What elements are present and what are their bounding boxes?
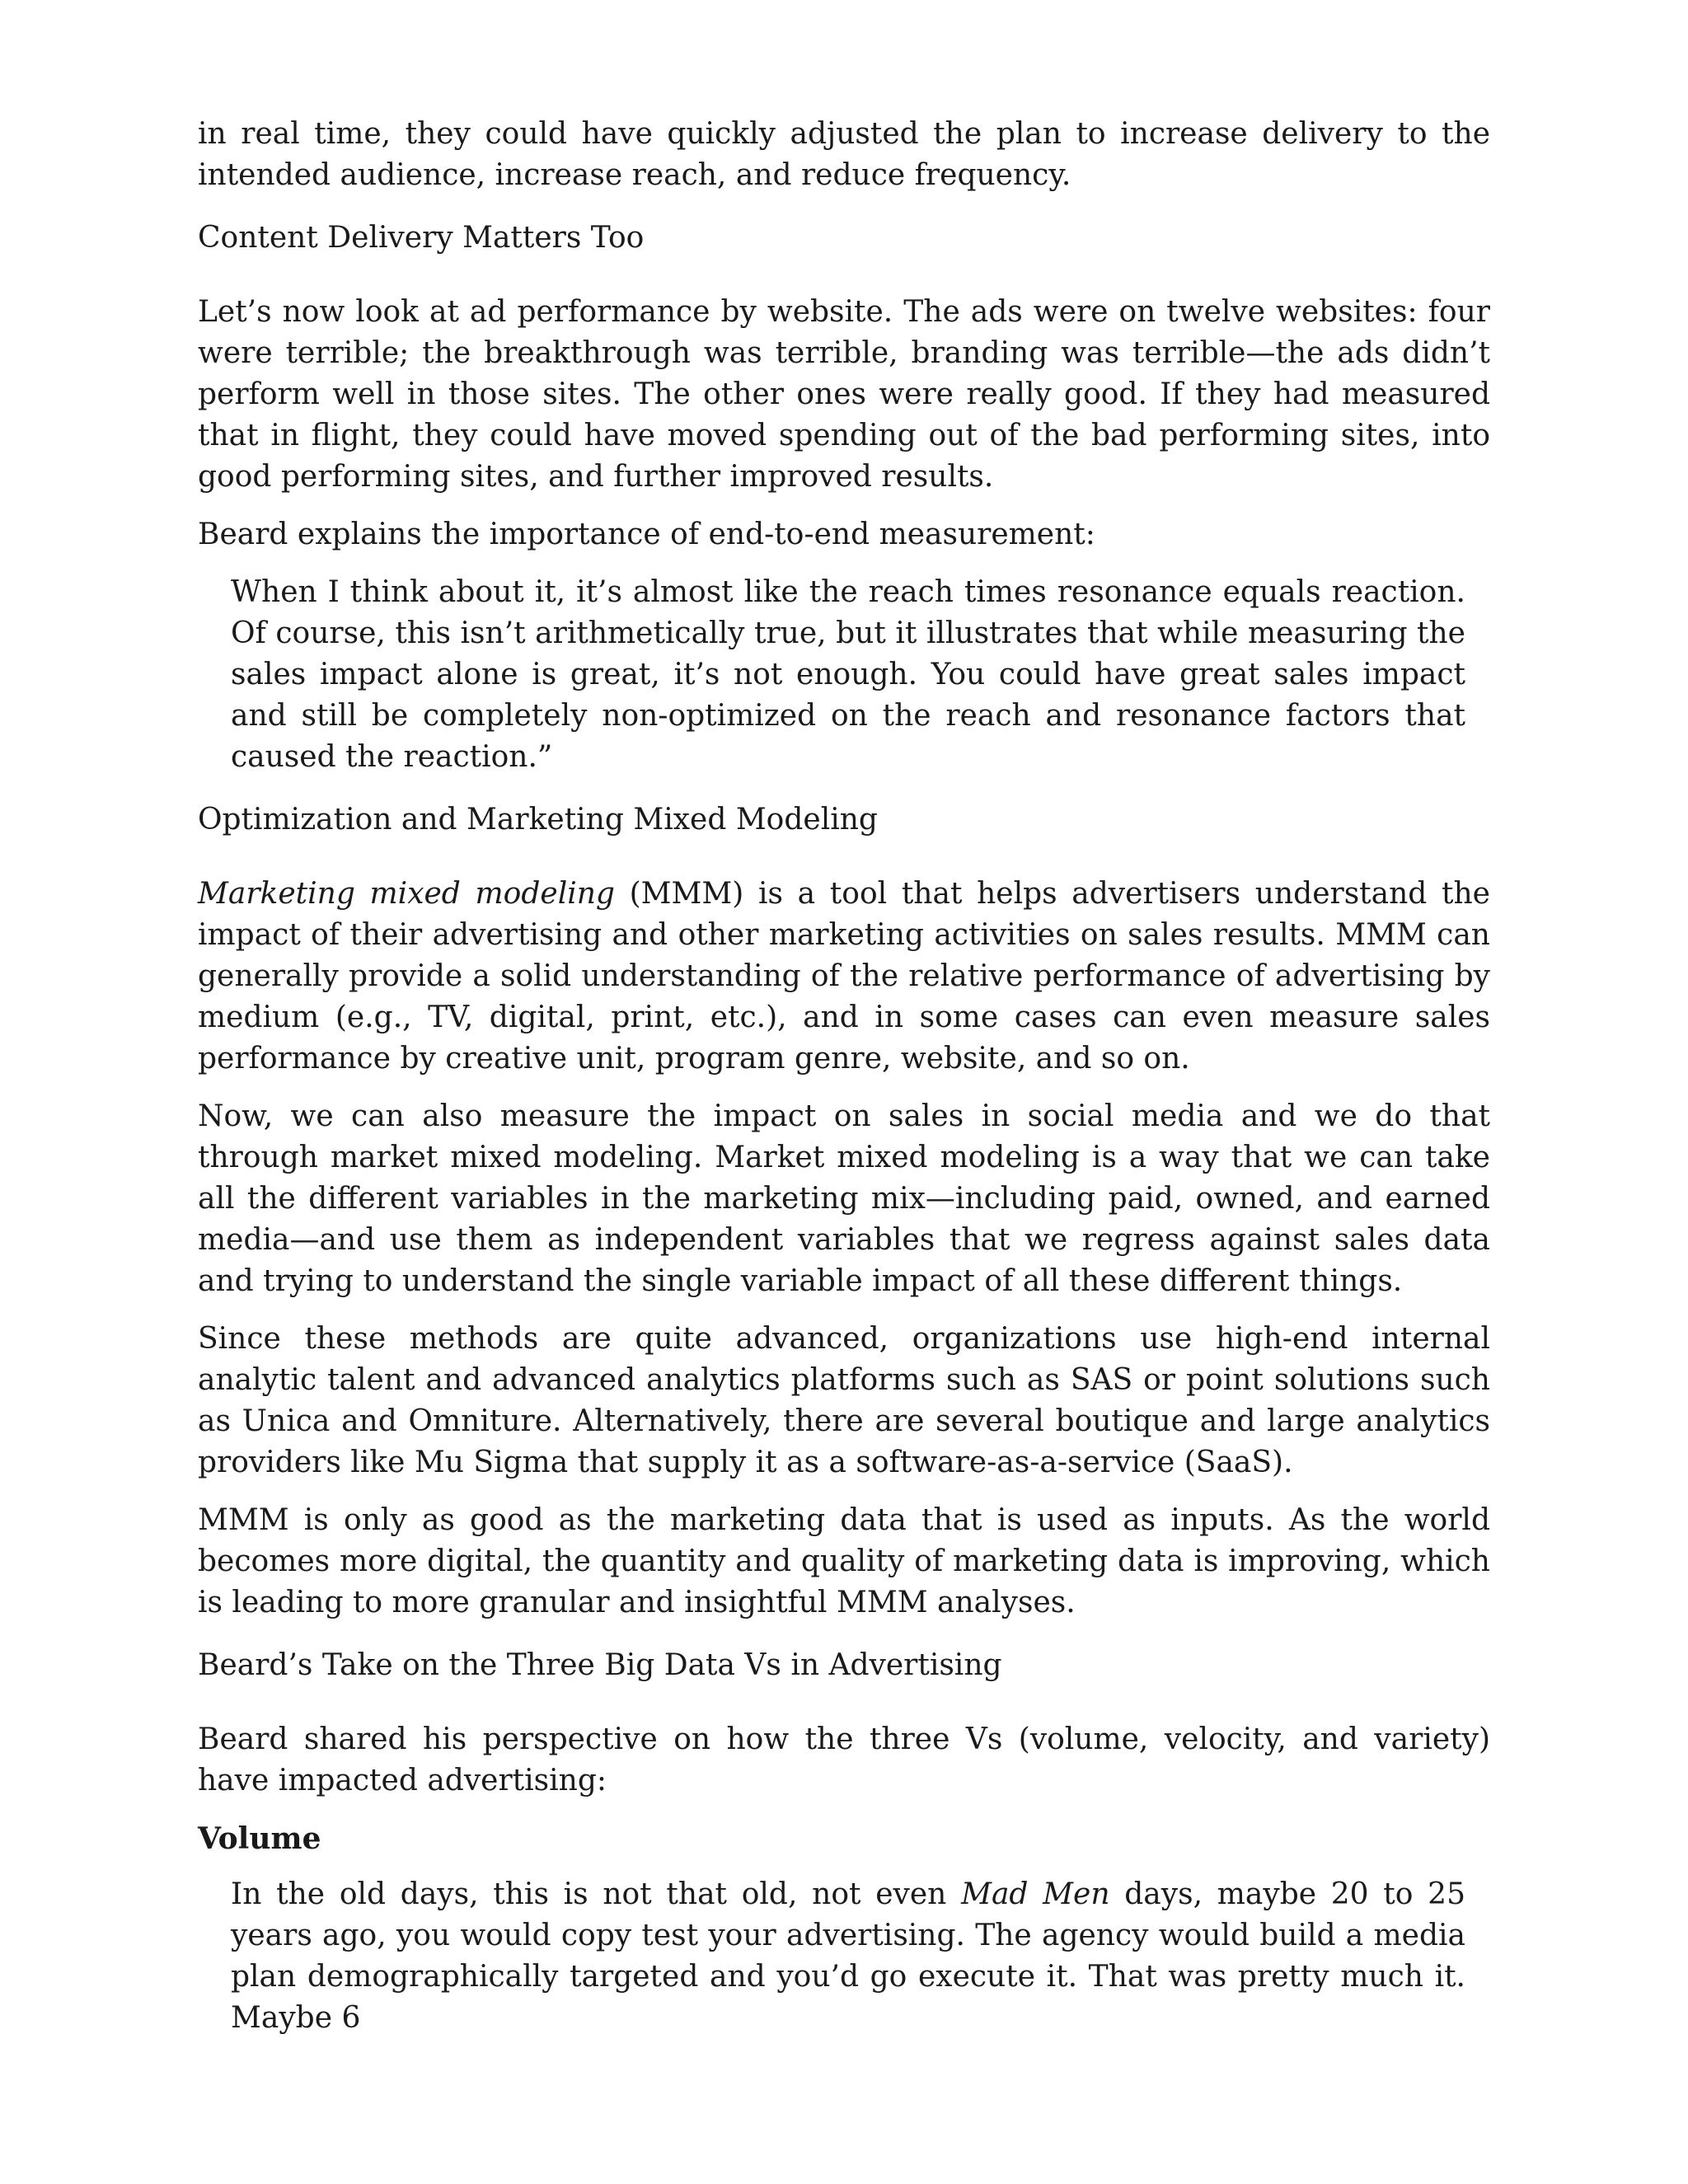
subheading-volume: Volume [198, 1821, 321, 1856]
paragraph-social-media-impact: Now, we can also measure the impact on sales in social media and we do that through market mixed modeling. Market mixed modeling is a way that we can take all the different variables in the marketing mix—including paid, owned, and earned media—and use them as independent variables that we regress against sales data and trying to understand the single variable impact of all these different things. [198, 1099, 1490, 1298]
paragraph-mmm-definition [198, 874, 1490, 1080]
paragraph-mmm-definition-text: (MMM) is a tool that helps advertisers understand the impact of their advertising and other marketing activities on sales results. MMM can generally provide a solid understanding of the relative performance of advertising by medium (e.g., TV, digital, print, etc.), and in some cases can even measure sales performance by creative unit, program genre, website, and so on. [198, 877, 1490, 1076]
paragraph-real-time: in real time, they could have quickly adjusted the plan to increase delivery to the intended audience, increase reach, and reduce frequency. [198, 117, 1490, 192]
quote-old-days-after: days, maybe 20 to 25 years ago, you would copy test your advertising. The agency would build a media plan demographically targeted and you’d go execute it. That was pretty much it. Maybe 6 [231, 1877, 1465, 2035]
block-quote-old-days [231, 1874, 1465, 2039]
paragraph-beard-explains: Beard explains the importance of end-to-end measurement: [198, 518, 1095, 551]
section-heading-optimization: Optimization and Marketing Mixed Modeling [198, 803, 878, 837]
paragraph-ad-performance: Let’s now look at ad performance by website. The ads were on twelve websites: four were terrible; the breakthrough was terrible, branding was terrible—the ads didn’t perform well in those sites. The other ones were really good. If they had measured that in flight, they could have moved spending out of the bad performing sites, into good performing sites, and further improved results. [198, 295, 1490, 494]
section-heading-three-vs: Beard’s Take on the Three Big Data Vs in Advertising [198, 1648, 1002, 1682]
paragraph-advanced-methods: Since these methods are quite advanced, organizations use high-end internal analytic talent and advanced analytics platforms such as SAS or point solutions such as Unica and Omniture. Alternatively, there are several boutique and large analytics providers like Mu Sigma that supply it as a software-as-a-service (SaaS). [198, 1322, 1490, 1479]
block-quote-reach-resonance: When I think about it, it’s almost like the reach times resonance equals reaction. Of course, this isn’t arithmetically true, but it illustrates that while measuring the sales impact alone is great, it’s not enough. You could have great sales impact and still be completely non-optimized on the reach and resonance factors that caused the reaction.” [231, 575, 1465, 774]
section-heading-content-delivery: Content Delivery Matters Too [198, 221, 645, 255]
title-mad-men: Mad Men [961, 1877, 1110, 1911]
paragraph-mmm-data-quality: MMM is only as good as the marketing data that is used as inputs. As the world becomes more digital, the quantity and quality of marketing data is improving, which is leading to more granular and insightful MMM analyses. [198, 1503, 1490, 1619]
paragraph-beard-perspective: Beard shared his perspective on how the three Vs (volume, velocity, and variety) have impacted advertising: [198, 1722, 1490, 1797]
quote-old-days-before: In the old days, this is not that old, not even [231, 1877, 962, 1911]
term-marketing-mixed-modeling: Marketing mixed modeling [198, 877, 615, 911]
document-page [198, 114, 1490, 2055]
